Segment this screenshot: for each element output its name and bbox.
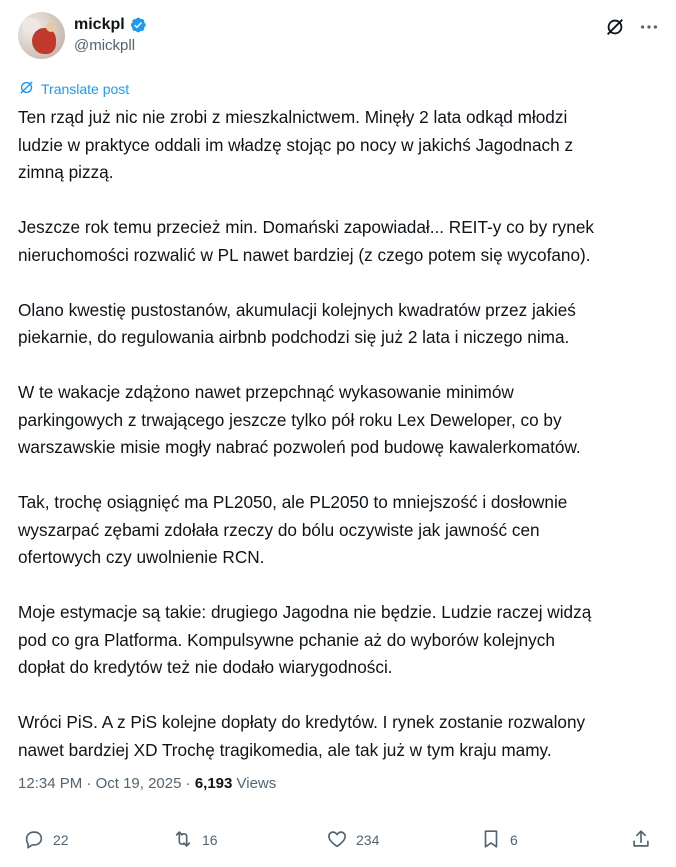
repost-button[interactable] (172, 823, 218, 857)
tweet-header (18, 12, 660, 62)
translate-icon (18, 79, 35, 99)
paragraph: Wróci PiS. A z PiS kolejne dopłaty do kredytów. I rynek zostanie rozwalony nawet bardziej XD Trochę tragikomedia, ale tak już w tym kraju mamy. (18, 712, 586, 760)
like-count: 234 (356, 832, 380, 848)
share-icon (630, 828, 652, 853)
bookmark-button[interactable] (480, 823, 518, 857)
grok-icon[interactable] (604, 16, 626, 38)
views-label: Views (232, 775, 277, 792)
bookmark-icon (480, 828, 502, 853)
more-icon[interactable] (638, 16, 660, 38)
post-date[interactable]: Oct 19, 2025 (95, 775, 182, 792)
tweet-meta (18, 775, 276, 792)
paragraph: Tak, trochę osiągnięć ma PL2050, ale PL2050 to mniejszość i dosłownie wyszarpać zębami zdołała rzeczy do bólu oczywiste jak jawność cen ofertowych czy uwolnienie RCN. (18, 492, 568, 567)
paragraph: W te wakacje zdążono nawet przepchnąć wykasowanie minimów parkingowych z trwającego jeszcze tylko pół roku Lex Deweloper, co by warszawskie misie mogły nabrać pozwoleń pod budowę kawalerkomatów. (18, 382, 581, 457)
meta-separator: · (181, 775, 195, 792)
bookmark-count: 6 (510, 832, 518, 848)
reply-button[interactable] (23, 823, 69, 857)
handle[interactable]: @mickpll (74, 37, 136, 54)
translate-label: Translate post (41, 81, 130, 97)
paragraph: Jeszcze rok temu przecież min. Domański zapowiadał... REIT-y co by rynek nieruchomości rozwalić w PL nawet bardziej (z czego potem się wycofano). (18, 217, 594, 265)
header-actions (604, 16, 660, 38)
reply-count: 22 (53, 832, 69, 848)
repost-count: 16 (202, 832, 218, 848)
author-names (74, 14, 147, 54)
tweet-text (18, 104, 658, 764)
avatar[interactable] (18, 12, 65, 59)
display-name[interactable]: mickpl (74, 16, 125, 33)
translate-post-link[interactable] (18, 79, 129, 99)
share-button[interactable] (630, 823, 652, 857)
repost-icon (172, 828, 194, 853)
meta-separator: · (82, 775, 96, 792)
views-count: 6,193 (194, 775, 233, 792)
paragraph: Olano kwestię pustostanów, akumulacji kolejnych kwadratów przez jakieś piekarnie, do regulowania airbnb podchodzi się już 2 lata i niczego nima. (18, 299, 576, 347)
paragraph: Moje estymacje są takie: drugiego Jagodna nie będzie. Ludzie raczej widzą pod co gra Platforma. Kompulsywne pchanie aż do wyborów kolejnych dopłat do kredytów też nie dodało wiarygodności. (18, 602, 592, 677)
verified-badge-icon[interactable] (129, 16, 147, 34)
post-time[interactable]: 12:34 PM (18, 775, 83, 792)
paragraph: Ten rząd już nic nie zrobi z mieszkalnictwem. Minęły 2 lata odkąd młodzi ludzie w praktyce oddali im władzę stojąc po nocy w jakichś Jagodnach z zimną pizzą. (18, 107, 574, 182)
display-name-row (74, 14, 147, 36)
heart-icon (326, 828, 348, 853)
tweet-actions (18, 823, 658, 857)
like-button[interactable] (326, 823, 379, 857)
reply-icon (23, 828, 45, 853)
